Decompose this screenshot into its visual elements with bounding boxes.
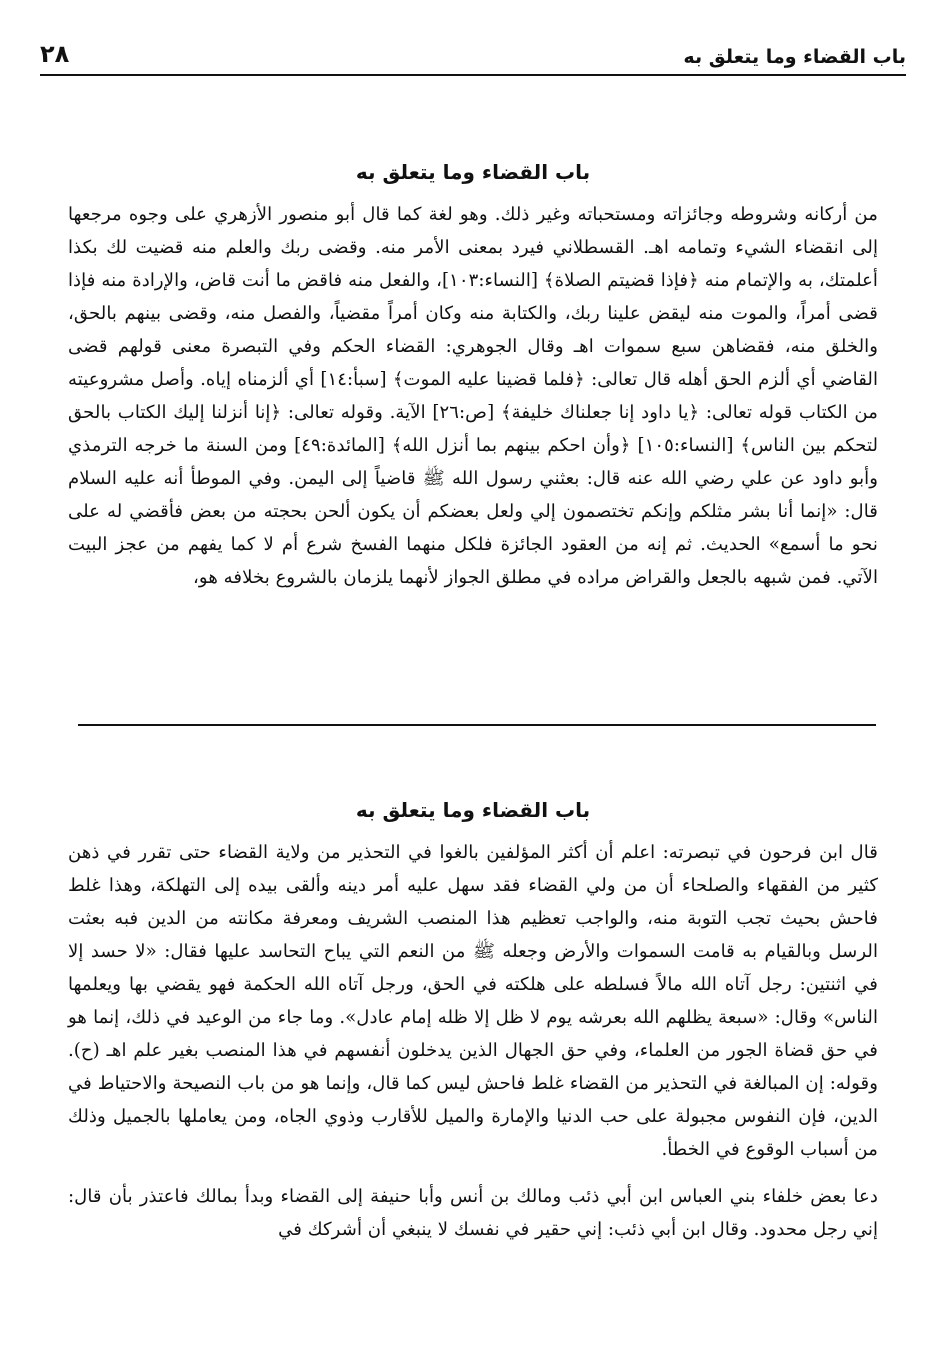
running-header bbox=[40, 28, 906, 76]
section-matn bbox=[68, 160, 878, 594]
section-divider bbox=[78, 724, 876, 726]
header-title: باب القضاء وما يتعلق به bbox=[683, 46, 906, 68]
section-title: باب القضاء وما يتعلق به bbox=[355, 798, 591, 822]
section-title: باب القضاء وما يتعلق به bbox=[355, 160, 591, 184]
section-commentary bbox=[68, 798, 878, 1246]
commentary-paragraph: قال ابن فرحون في تبصرته: اعلم أن أكثر المؤلفين بالغوا في التحذير من ولاية القضاء حتى تقرر في ذهن كثير من الفقهاء والصلحاء أن من ولي القضاء فقد سهل عليه أمر دينه وألقى بيده إلى التهلكة، وهذا غلط فاحش بحيث تجب التوبة منه، والواجب تعظيم هذا المنصب الشريف ومعرفة مكانته من الدين فبه بعثت الرسل وبالقيام به قامت السموات والأرض وجعله ﷺ من النعم التي يباح التحاسد عليها فقال: «لا حسد إلا في اثنتين: رجل آتاه الله مالاً فسلطه على هلكته في الحق، ورجل آتاه الله الحكمة فهو يقضي بها ويعلمها الناس» وقال: «سبعة يظلهم الله بعرشه يوم لا ظل إلا ظله إمام عادل». وما جاء من الوعيد في ذلك، إنما هو في حق قضاة الجور من العلماء، وفي حق الجهال الذين يدخلون أنفسهم في هذا المنصب بغير علم اهـ (ح). وقوله: إن المبالغة في التحذير من القضاء غلط فاحش ليس كما قال، وإنما هو من باب النصيحة والاحتياط في الدين، فإن النفوس مجبولة على حب الدنيا والإمارة والميل للأقارب وذوي الجاه، ومن يعاملها بالجميل وذلك من أسباب الوقوع في الخطأ. bbox=[68, 842, 878, 1160]
commentary-paragraph: دعا بعض خلفاء بني العباس ابن أبي ذئب ومالك بن أنس وأبا حنيفة إلى القضاء وبدأ بمالك فاعتذر بأن قال: إني رجل محدود. وقال ابن أبي ذئب: إني حقير في نفسك لا ينبغي أن أشركك في bbox=[68, 1186, 878, 1240]
matn-paragraph: من أركانه وشروطه وجائزاته ومستحباته وغير ذلك. وهو لغة كما قال أبو منصور الأزهري على وجوه مرجعها إلى انقضاء الشيء وتمامه اهـ. القسطلاني فيرد بمعنى الأمر منه. وقضى ربك والعلم منه قضيت لك بكذا أعلمتك، به والإتمام منه ﴿فإذا قضيتم الصلاة﴾ [النساء:١٠٣]، والفعل منه فاقض ما أنت قاض، والإرادة منه فإذا قضى أمراً، والموت منه ليقض علينا ربك، والكتابة منه وكان أمراً مقضياً، والفصل منه، وقضى بينهم بالحق، والخلق منه، فقضاهن سبع سموات اهـ وقال الجوهري: القضاء الحكم وفي التبصرة معنى قولهم قضى القاضي أي ألزم الحق أهله قال تعالى: ﴿فلما قضينا عليه الموت﴾ [سبأ:١٤] أي ألزمناه إياه. وأصل مشروعيته من الكتاب قوله تعالى: ﴿يا داود إنا جعلناك خليفة﴾ [ص:٢٦] الآية. وقوله تعالى: ﴿إنا أنزلنا إليك الكتاب بالحق لتحكم بين الناس﴾ [النساء:١٠٥] ﴿وأن احكم بينهم بما أنزل الله﴾ [المائدة:٤٩] ومن السنة ما خرجه الترمذي وأبو داود عن علي رضي الله عنه قال: بعثني رسول الله ﷺ قاضياً إلى اليمن. وفي الموطأ أنه عليه السلام قال: «إنما أنا بشر مثلكم وإنكم تختصمون إلي ولعل بعضكم أن يكون ألحن بحجته من بعض فأقضي له على نحو ما أسمع» الحديث. ثم إنه من العقود الجائزة فلكل منهما الفسخ شرع أم لا كما يفهم من عجز البيت الآتي. فمن شبهه بالجعل والقراض مراده في مطلق الجواز لأنهما يلزمان بالشروع بخلافه هو، bbox=[68, 204, 879, 588]
page-number: ٢٨ bbox=[40, 40, 70, 68]
